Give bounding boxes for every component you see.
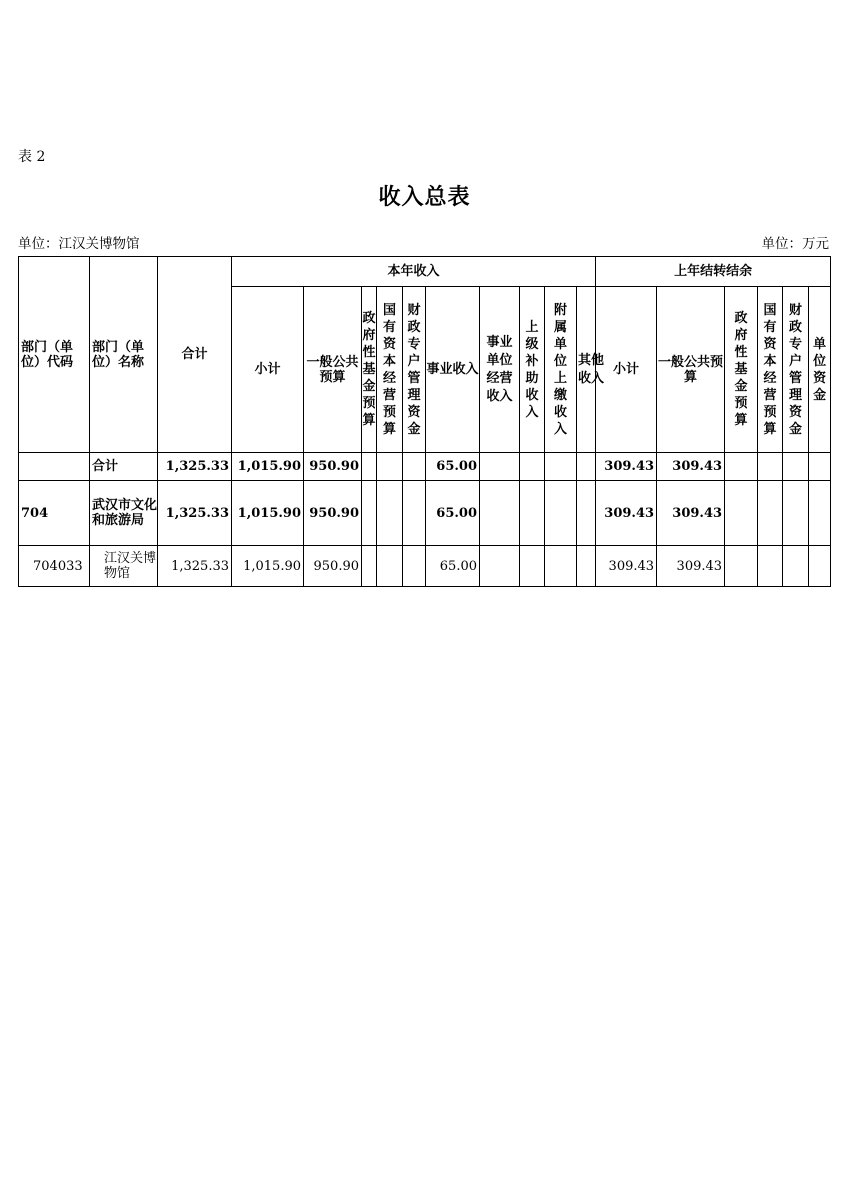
cell-empty (377, 546, 403, 587)
cell-empty (362, 546, 377, 587)
cell-empty (520, 481, 545, 546)
cell-empty (545, 453, 577, 481)
cell-empty (520, 453, 545, 481)
cell-cy-business: 65.00 (426, 453, 480, 481)
header-cy-business-income: 事业收入 (426, 287, 480, 453)
reporting-unit: 单位：江汉关博物馆 (18, 236, 140, 252)
document-title: 收入总表 (378, 184, 471, 210)
cell-name: 江汉关博物馆 (90, 546, 158, 587)
cell-empty (403, 481, 426, 546)
cell-cy-subtotal: 1,015.90 (232, 481, 304, 546)
cell-total: 1,325.33 (158, 453, 232, 481)
header-dept-code: 部门（单位）代码 (19, 257, 90, 453)
cell-py-general: 309.43 (657, 481, 725, 546)
header-cy-state-capital-budget: 国有资本经营预算 (377, 287, 403, 453)
header-py-gov-fund-budget: 政府性基金预算 (725, 287, 758, 453)
cell-py-subtotal: 309.43 (596, 546, 657, 587)
header-py-state-capital-budget: 国有资本经营预算 (758, 287, 783, 453)
header-dept-name: 部门（单位）名称 (90, 257, 158, 453)
header-py-unit-funds: 单位资金 (809, 287, 831, 453)
cell-empty (758, 481, 783, 546)
header-cy-operating-income: 事业单位经营收入 (480, 287, 520, 453)
header-prior-year-carryover: 上年结转结余 (596, 257, 831, 287)
header-cy-affiliated-remit: 附属单位上缴收入 (545, 287, 577, 453)
cell-empty (783, 481, 809, 546)
table-row (19, 546, 831, 587)
header-cy-fiscal-special-funds: 财政专户管理资金 (403, 287, 426, 453)
header-current-year-income: 本年收入 (232, 257, 596, 287)
header-cy-other-income: 其他收入 (577, 287, 596, 453)
cell-empty (480, 481, 520, 546)
cell-empty (725, 481, 758, 546)
cell-code: 704 (19, 481, 90, 546)
cell-code (19, 453, 90, 481)
table-number: 表 2 (18, 149, 46, 165)
header-py-general-public-budget: 一般公共预算 (657, 287, 725, 453)
cell-name: 合计 (90, 453, 158, 481)
cell-py-general: 309.43 (657, 453, 725, 481)
cell-cy-general: 950.90 (304, 453, 362, 481)
cell-empty (403, 453, 426, 481)
cell-empty (480, 453, 520, 481)
cell-total: 1,325.33 (158, 546, 232, 587)
cell-empty (545, 481, 577, 546)
table-row (19, 453, 831, 481)
cell-empty (783, 546, 809, 587)
cell-cy-business: 65.00 (426, 481, 480, 546)
cell-empty (377, 481, 403, 546)
cell-empty (577, 481, 596, 546)
cell-empty (783, 453, 809, 481)
cell-cy-general: 950.90 (304, 546, 362, 587)
cell-empty (725, 453, 758, 481)
cell-empty (480, 546, 520, 587)
cell-cy-subtotal: 1,015.90 (232, 453, 304, 481)
cell-empty (577, 546, 596, 587)
header-row-1 (19, 257, 831, 287)
header-cy-gov-fund-budget: 政府性基金预算 (362, 287, 377, 453)
cell-cy-business: 65.00 (426, 546, 480, 587)
cell-cy-subtotal: 1,015.90 (232, 546, 304, 587)
cell-empty (577, 453, 596, 481)
cell-code: 704033 (19, 546, 90, 587)
cell-empty (725, 546, 758, 587)
cell-empty (758, 546, 783, 587)
cell-empty (362, 481, 377, 546)
header-cy-general-public-budget: 一般公共预算 (304, 287, 362, 453)
header-total: 合计 (158, 257, 232, 453)
cell-name: 武汉市文化和旅游局 (90, 481, 158, 546)
table-row (19, 481, 831, 546)
header-py-fiscal-special-funds: 财政专户管理资金 (783, 287, 809, 453)
cell-empty (809, 481, 831, 546)
cell-py-subtotal: 309.43 (596, 481, 657, 546)
currency-unit: 单位：万元 (761, 236, 829, 252)
cell-py-general: 309.43 (657, 546, 725, 587)
header-cy-superior-subsidy: 上级补助收入 (520, 287, 545, 453)
header-cy-subtotal: 小计 (232, 287, 304, 453)
cell-empty (403, 546, 426, 587)
cell-empty (809, 453, 831, 481)
cell-cy-general: 950.90 (304, 481, 362, 546)
income-summary-table (18, 256, 831, 587)
cell-py-subtotal: 309.43 (596, 453, 657, 481)
cell-empty (362, 453, 377, 481)
cell-total: 1,325.33 (158, 481, 232, 546)
cell-empty (545, 546, 577, 587)
cell-empty (809, 546, 831, 587)
header-py-subtotal: 小计 (596, 287, 657, 453)
cell-empty (520, 546, 545, 587)
cell-empty (377, 453, 403, 481)
cell-empty (758, 453, 783, 481)
